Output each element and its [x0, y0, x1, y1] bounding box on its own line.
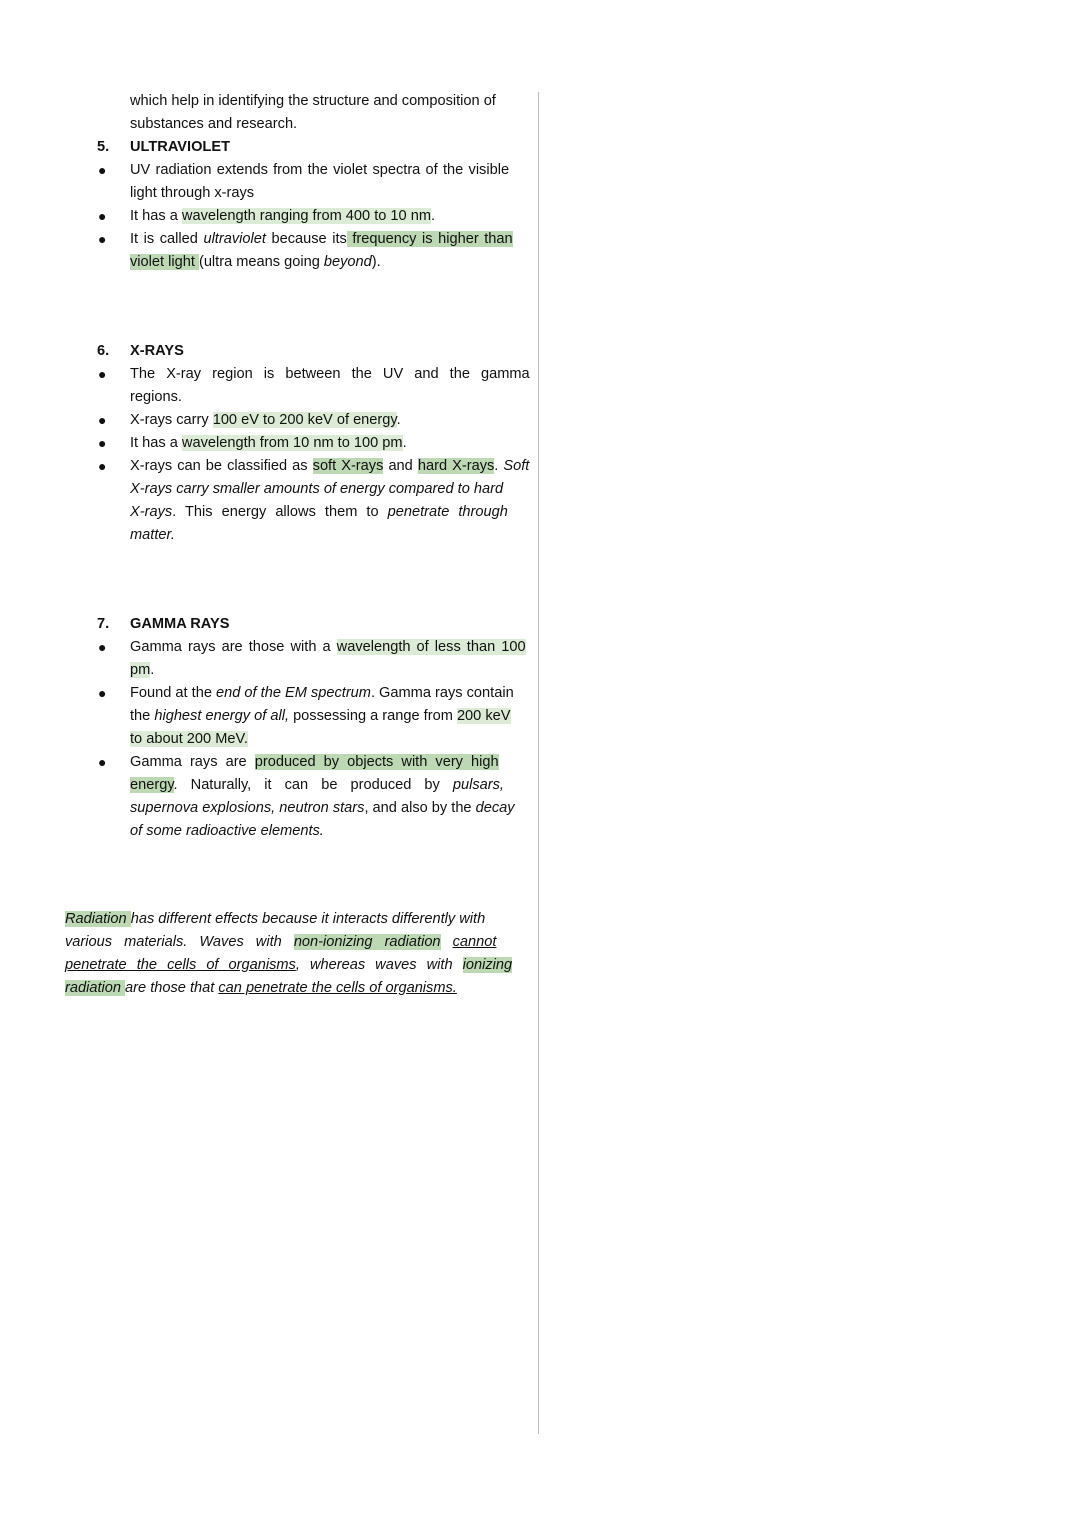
uv-bullet-1-line-2: light through x-rays — [130, 185, 255, 201]
summary-line-1: Radiation has different effects because it interacts differently with — [65, 911, 486, 927]
highlight: soft X-rays — [312, 458, 384, 474]
gamma-bullet-3-line-2: energy. Naturally, it can be produced by pulsars, — [130, 777, 504, 793]
highlight: ionizing — [462, 957, 513, 973]
bullet-icon: ● — [98, 458, 107, 474]
uv-bullet-3-line-2: violet light (ultra means going beyond). — [130, 254, 381, 270]
bullet-icon: ● — [98, 435, 107, 451]
section-heading-x-rays: X-RAYS — [130, 343, 184, 359]
intro-line-1: which help in identifying the structure and composition of — [130, 93, 496, 109]
bullet-icon: ● — [98, 162, 107, 178]
xray-bullet-4-line-4: matter. — [130, 527, 175, 543]
highlight: hard X-rays — [417, 458, 495, 474]
summary-line-3: penetrate the cells of organisms, whereas waves with ionizing — [65, 957, 513, 973]
xray-bullet-4-line-3: X-rays. This energy allows them to penetrate through — [130, 504, 508, 520]
highlight: produced by objects with very high — [254, 754, 499, 770]
gamma-bullet-1-line-1: Gamma rays are those with a wavelength of less than 100 — [130, 639, 526, 655]
highlight: wavelength ranging from 400 to 10 nm — [181, 208, 431, 224]
gamma-bullet-3-line-3: supernova explosions, neutron stars, and also by the decay — [130, 800, 515, 816]
bullet-icon: ● — [98, 208, 107, 224]
xray-bullet-2: X-rays carry 100 eV to 200 keV of energy. — [130, 412, 401, 428]
section-number: 7. — [97, 616, 110, 632]
xray-bullet-3: It has a wavelength from 10 nm to 100 pm. — [130, 435, 407, 451]
highlight: Radiation — [65, 911, 131, 927]
highlight: violet light — [130, 254, 199, 270]
bullet-icon: ● — [98, 754, 107, 770]
highlight: to about 200 MeV. — [130, 731, 248, 747]
summary-line-2: various materials. Waves with non-ionizing radiation cannot — [65, 934, 497, 950]
highlight: frequency is higher than — [346, 231, 513, 247]
xray-bullet-1-line-1: The X-ray region is between the UV and the gamma — [130, 366, 530, 382]
xray-bullet-4-line-1: X-rays can be classified as soft X-rays and hard X-rays. Soft — [130, 458, 530, 474]
xray-bullet-4-line-2: X-rays carry smaller amounts of energy compared to hard — [130, 481, 504, 497]
highlight: 200 keV — [456, 708, 511, 724]
gamma-bullet-2-line-3 — [130, 728, 519, 751]
highlight: 100 eV to 200 keV of energy — [212, 412, 397, 428]
intro-line-2: substances and research. — [130, 116, 298, 132]
uv-bullet-1-line-1: UV radiation extends from the violet spectra of the visible — [130, 162, 510, 178]
bullet-icon: ● — [98, 412, 107, 428]
highlight: pm — [130, 662, 151, 678]
section-number: 5. — [97, 139, 110, 155]
highlight: radiation — [65, 980, 126, 996]
xray-bullet-1-line-2: regions. — [130, 389, 182, 405]
gamma-bullet-2-line-2: the highest energy of all, possessing a range from 200 keV — [130, 708, 511, 724]
bullet-icon: ● — [98, 231, 107, 247]
section-number: 6. — [97, 343, 110, 359]
gamma-bullet-1-line-2: pm. — [130, 662, 155, 678]
section-heading-gamma-rays: GAMMA RAYS — [130, 616, 230, 632]
uv-bullet-2: It has a wavelength ranging from 400 to 10 nm. — [130, 208, 436, 224]
gamma-bullet-3-line-4: of some radioactive elements. — [130, 823, 324, 839]
gamma-bullet-3-line-1: Gamma rays are produced by objects with very high — [130, 754, 499, 770]
highlight: non-ionizing radiation — [293, 934, 441, 950]
uv-bullet-3-line-1: It is called ultraviolet because its frequency is higher than — [130, 231, 513, 247]
summary-line-4: radiation are those that can penetrate the cells of organisms. — [65, 980, 457, 996]
highlight: wavelength of less than 100 — [336, 639, 526, 655]
section-heading-ultraviolet: ULTRAVIOLET — [130, 139, 230, 155]
highlight: wavelength from 10 nm to 100 pm — [181, 435, 403, 451]
column-divider — [538, 92, 539, 1434]
bullet-icon: ● — [98, 639, 107, 655]
bullet-icon: ● — [98, 366, 107, 382]
gamma-bullet-2-line-1: Found at the end of the EM spectrum. Gamma rays contain — [130, 685, 514, 701]
highlight: energy — [130, 777, 174, 793]
bullet-icon: ● — [98, 685, 107, 701]
